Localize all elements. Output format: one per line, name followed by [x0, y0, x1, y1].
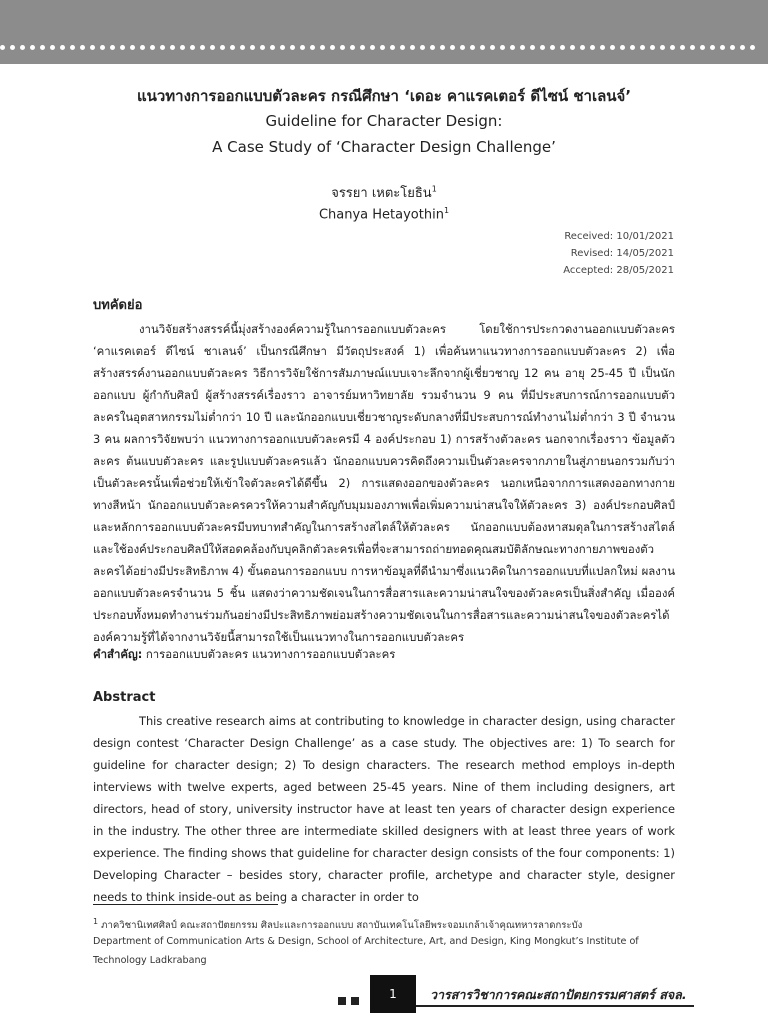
header-dot — [340, 45, 345, 50]
header-dot — [10, 45, 15, 50]
header-dot — [390, 45, 395, 50]
footer-square-2 — [351, 997, 359, 1005]
header-dot — [600, 45, 605, 50]
abstract-body: This creative research aims at contributing to knowledge in character design, using character design contest ‘Character Design Challenge’ as a case study. The objectives are: 1) To search for guideline for character design; 2) To design characters. The research method employs in-depth interviews with twelve experts, aged between 25-45 years. Nine of them including designers, art directors, head of story, university instructor have at least ten years of character design experience in the industry. The other three are intermediate skilled designers with at least three years of work experience. The finding shows that guideline for character design consists of the four components: 1) Developing Character – besides story, character profile, archetype and character style, designer needs to think inside-out as being a character in order to — [93, 714, 675, 904]
header-dot — [240, 45, 245, 50]
header-dot — [450, 45, 455, 50]
footnote-sup: 1 — [93, 917, 99, 926]
footnote-thai-text: ภาควิชานิเทศศิลป์ คณะสถาปัตยกรรม ศิลปะและการออกแบบ สถาบันเทคโนโลยีพระจอมเกล้าเจ้าคุณทหารลาดกระบัง — [101, 920, 583, 932]
title-english-line2: A Case Study of ‘Character Design Challenge’ — [212, 138, 556, 156]
header-dot — [330, 45, 335, 50]
header-dot — [320, 45, 325, 50]
header-dot — [740, 45, 745, 50]
journal-underline — [416, 1005, 694, 1007]
header-dot — [750, 45, 755, 50]
header-dot — [350, 45, 355, 50]
header-dot — [300, 45, 305, 50]
header-dot — [510, 45, 515, 50]
header-dot — [400, 45, 405, 50]
submission-dates — [563, 228, 674, 279]
thai-abstract-body: งานวิจัยสร้างสรรค์นี้มุ่งสร้างองค์ความรู้ในการออกแบบตัวละคร โดยใช้การประกวดงานออกแบบตัวละคร ‘คาแรคเตอร์ ดีไซน์ ชาเลนจ์’ เป็นกรณีศึกษา มีวัตถุประสงค์ 1) เพื่อค้นหาแนวทางการออกแบบตัวละคร 2) เพื่อสร้างสรรค์งานออกแบบตัวละคร วิธีการวิจัยใช้การสัมภาษณ์แบบเจาะลึกจากผู้เชี่ยวชาญ 12 คน อายุ 25-45 ปี เป็นนักออกแบบ ผู้กำกับศิลป์ ผู้สร้างสรรค์เรื่องราว อาจารย์มหาวิทยาลัย รวมจำนวน 9 คน ที่มีประสบการณ์การออกแบบตัวละครในอุตสาหกรรมไม่ต่ำกว่า 10 ปี และนักออกแบบเชี่ยวชาญระดับกลางที่มีประสบการณ์ทำงานไม่ต่ำกว่า 3 ปี จำนวน 3 คน ผลการวิจัยพบว่า แนวทางการออกแบบตัวละครมี 4 องค์ประกอบ 1) การสร้างตัวละคร นอกจากเรื่องราว ข้อมูลตัวละคร ต้นแบบตัวละคร และรูปแบบตัวละครแล้ว นักออกแบบควรคิดถึงความเป็นตัวละครจากภายในสู่ภายนอกรวมกับว่าเป็นตัวละครนั้นเพื่อช่วยให้เข้าใจตัวละครได้ดีขึ้น 2) การแสดงออกของตัวละคร นอกเหนือจากการแสดงออกทางกาย ทางสีหน้า นักออกแบบตัวละครควรให้ความสำคัญกับมุมมองภาพเพื่อเพิ่มความน่าสนใจให้ตัวละคร 3) องค์ประกอบศิลป์และหลักการออกแบบตัวละครมีบทบาทสำคัญในการสร้างสไตล์ให้ตัวละคร นักออกแบบต้องหาสมดุลในการสร้างสไตล์และใช้องค์ประกอบศิลป์ให้สอดคล้องกับบุคลิกตัวละครเพื่อที่จะสามารถถ่ายทอดคุณสมบัติลักษณะทางกายภาพของตัวละครได้อย่างมีประสิทธิภาพ 4) ขั้นตอนการออกแบบ การหาข้อมูลที่ดีนำมาซึ่งแนวคิดในการออกแบบที่แปลกใหม่ ผลงานออกแบบตัวละครจำนวน 5 ชิ้น แสดงว่าความชัดเจนในการสื่อสารและความน่าสนใจของตัวละครเป็นสิ่งสำคัญ เมื่อองค์ประกอบทั้งหมดทำงานร่วมกันอย่างมีประสิทธิภาพย่อมสร้างความชัดเจนในการสื่อสารและความน่าสนใจของตัวละครได้ องค์ความรู้ที่ได้จากงานวิจัยนี้สามารถใช้เป็นแนวทางในการออกแบบตัวละคร — [93, 322, 675, 644]
page-number: 1 — [389, 987, 397, 1001]
header-dot — [580, 45, 585, 50]
header-dot — [640, 45, 645, 50]
author-thai — [0, 182, 768, 203]
header-dot — [500, 45, 505, 50]
header-dot — [20, 45, 25, 50]
header-dot — [260, 45, 265, 50]
header-dot — [310, 45, 315, 50]
header-dot — [0, 45, 5, 50]
header-dot — [140, 45, 145, 50]
title-block — [0, 84, 768, 160]
keywords — [93, 646, 395, 664]
title-english-line1: Guideline for Character Design: — [265, 112, 503, 130]
journal-name: วารสารวิชาการคณะสถาปัตยกรรมศาสตร์ สจล. — [430, 987, 687, 1002]
header-dot — [60, 45, 65, 50]
header-dot — [480, 45, 485, 50]
header-dot — [680, 45, 685, 50]
header-dot — [170, 45, 175, 50]
header-dot — [440, 45, 445, 50]
header-dot — [150, 45, 155, 50]
header-dot — [290, 45, 295, 50]
header-dot — [190, 45, 195, 50]
keywords-label: คำสำคัญ: — [93, 647, 143, 661]
author-thai-sup: 1 — [431, 184, 437, 194]
header-band — [0, 0, 768, 64]
footnote-english: Department of Communication Arts & Design, School of Architecture, Art, and Design, King Mongkut’s Institute of Technology Ladkrabang — [93, 936, 639, 966]
header-dot — [720, 45, 725, 50]
header-dot — [380, 45, 385, 50]
header-dot — [570, 45, 575, 50]
title-thai: แนวทางการออกแบบตัวละคร กรณีศึกษา ‘เดอะ คาแรคเตอร์ ดีไซน์ ชาเลนจ์’ — [136, 87, 632, 105]
header-dot — [370, 45, 375, 50]
header-dot — [460, 45, 465, 50]
header-dot — [270, 45, 275, 50]
footnote-rule — [93, 904, 278, 905]
header-dot — [620, 45, 625, 50]
author-english-sup: 1 — [443, 206, 450, 215]
header-dot — [660, 45, 665, 50]
header-dot — [30, 45, 35, 50]
header-dot — [110, 45, 115, 50]
revised-date: Revised: 14/05/2021 — [570, 248, 674, 259]
header-dot — [520, 45, 525, 50]
header-dot — [650, 45, 655, 50]
header-dot — [80, 45, 85, 50]
header-dot — [40, 45, 45, 50]
header-dot — [130, 45, 135, 50]
header-dot — [590, 45, 595, 50]
header-dot — [50, 45, 55, 50]
accepted-date: Accepted: 28/05/2021 — [563, 265, 674, 276]
header-dot — [280, 45, 285, 50]
header-dot — [210, 45, 215, 50]
header-dot — [630, 45, 635, 50]
header-dot — [360, 45, 365, 50]
header-dot — [710, 45, 715, 50]
header-dot — [610, 45, 615, 50]
header-dot — [420, 45, 425, 50]
header-dot — [250, 45, 255, 50]
header-dot — [540, 45, 545, 50]
header-dot — [470, 45, 475, 50]
header-dot — [70, 45, 75, 50]
author-english-name: Chanya Hetayothin — [318, 207, 444, 223]
header-dot — [670, 45, 675, 50]
header-dot — [180, 45, 185, 50]
author-english — [0, 206, 768, 222]
keywords-value: การออกแบบตัวละคร แนวทางการออกแบบตัวละคร — [142, 647, 396, 661]
thai-abstract-heading: บทคัดย่อ — [93, 298, 143, 313]
header-dot — [690, 45, 695, 50]
header-dot — [700, 45, 705, 50]
header-dot — [730, 45, 735, 50]
abstract-heading: Abstract — [93, 690, 156, 705]
header-dot — [90, 45, 95, 50]
header-dot — [410, 45, 415, 50]
header-dot — [160, 45, 165, 50]
header-dot — [120, 45, 125, 50]
footer-square-1 — [338, 997, 346, 1005]
page-number-box — [370, 975, 416, 1013]
header-dot — [530, 45, 535, 50]
header-dot — [200, 45, 205, 50]
header-dot — [230, 45, 235, 50]
header-dot — [560, 45, 565, 50]
header-dot — [550, 45, 555, 50]
author-thai-name: จรรยา เหตะโยธิน — [331, 186, 432, 201]
header-dot — [430, 45, 435, 50]
header-dot — [490, 45, 495, 50]
header-dot — [100, 45, 105, 50]
header-dot-row — [0, 45, 768, 53]
header-dot — [220, 45, 225, 50]
received-date: Received: 10/01/2021 — [564, 231, 674, 242]
